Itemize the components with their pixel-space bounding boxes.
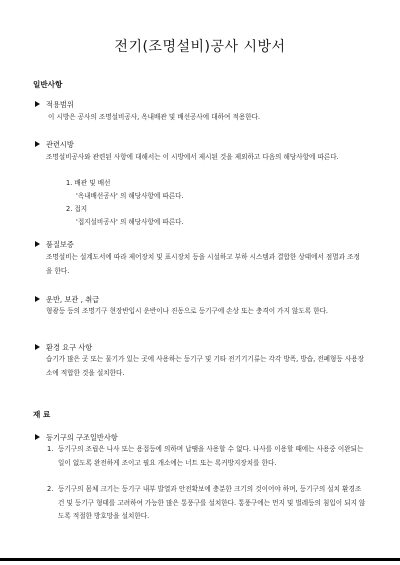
- paragraph: 형광등 등의 조명기구 현장반입시 운반이나 진동으로 등기구에 손상 또는 충격이 가지 않도록 한다.: [46, 307, 329, 315]
- subsection-heading: 품질보증: [46, 240, 74, 249]
- page-title: 전기(조명설비)공사 시방서: [114, 39, 286, 55]
- list-item-text: 등기구의 몸체 크기는 등기구 내부 발열과 안전확보에 충분한 크기의 것이어야 하며, 등기구의 설치 환경조건 및 등기구 형태를 고려하여 가능한 많은 통풍구를 설치한다. 통풍구에는 먼지 및 벌레등의 침입이 되지 않도록 적절한 방호망을 설치한다.: [58, 485, 366, 520]
- list-item-number: 2. 접지: [66, 205, 88, 213]
- list-item-number: 1. 배관 및 배선: [66, 179, 111, 187]
- triangle-bullet-icon: [35, 241, 40, 247]
- paragraph: 조명설비공사와 관련된 사항에 대해서는 이 시방에서 제시된 것을 제외하고 다음의 해당사항에 따른다.: [46, 153, 339, 161]
- triangle-bullet-icon: [35, 101, 40, 107]
- section-heading-materials: 재 료: [33, 410, 51, 419]
- subsection-heading: 환경 요구 사항: [46, 343, 93, 352]
- list-item-text: '옥내배선공사' 의 해당사항에 따른다.: [76, 192, 184, 200]
- subsection-heading: 적용범위: [46, 100, 74, 109]
- paragraph: 습기가 많은 곳 또는 물기가 있는 곳에 사용하는 등기구 및 기타 전기기기류는 각각 방폭, 방습, 전폐형등 사용장소에 적합한 것을 설치한다.: [46, 355, 364, 377]
- triangle-bullet-icon: [35, 141, 40, 147]
- section-heading-general: 일반사항: [33, 80, 63, 89]
- triangle-bullet-icon: [35, 344, 40, 350]
- subsection-heading: 운반, 보관 , 취급: [46, 295, 100, 304]
- triangle-bullet-icon: [35, 296, 40, 302]
- list-item-number: 1.: [47, 445, 54, 453]
- list-item-text: '접지설비공사' 의 해당사항에 따른다.: [76, 218, 184, 226]
- subsection-heading: 등기구의 구조일반사항: [46, 433, 118, 442]
- paragraph: 이 시방은 공사의 조명설비공사, 옥내배관 및 배선공사에 대하여 적용한다.: [48, 113, 261, 121]
- paragraph: 조명설비는 설계도서에 따라 제어장치 및 표시장치 등을 시설하고 부하 시스템과 결합한 상태에서 점멸과 조정을 한다.: [46, 253, 360, 275]
- list-item-number: 2.: [47, 485, 54, 493]
- subsection-heading: 관련시방: [46, 140, 74, 149]
- triangle-bullet-icon: [35, 434, 40, 440]
- list-item-text: 등기구의 조립은 나사 또는 용접등에 의하며 납땜을 사용할 수 없다. 나사를 이용할 때에는 사용중 이완되는 일이 없도록 완전하게 조이고 필요 개소에는 너트 또는 록커방지장치를 한다.: [58, 445, 364, 467]
- bottom-rule: [0, 558, 400, 561]
